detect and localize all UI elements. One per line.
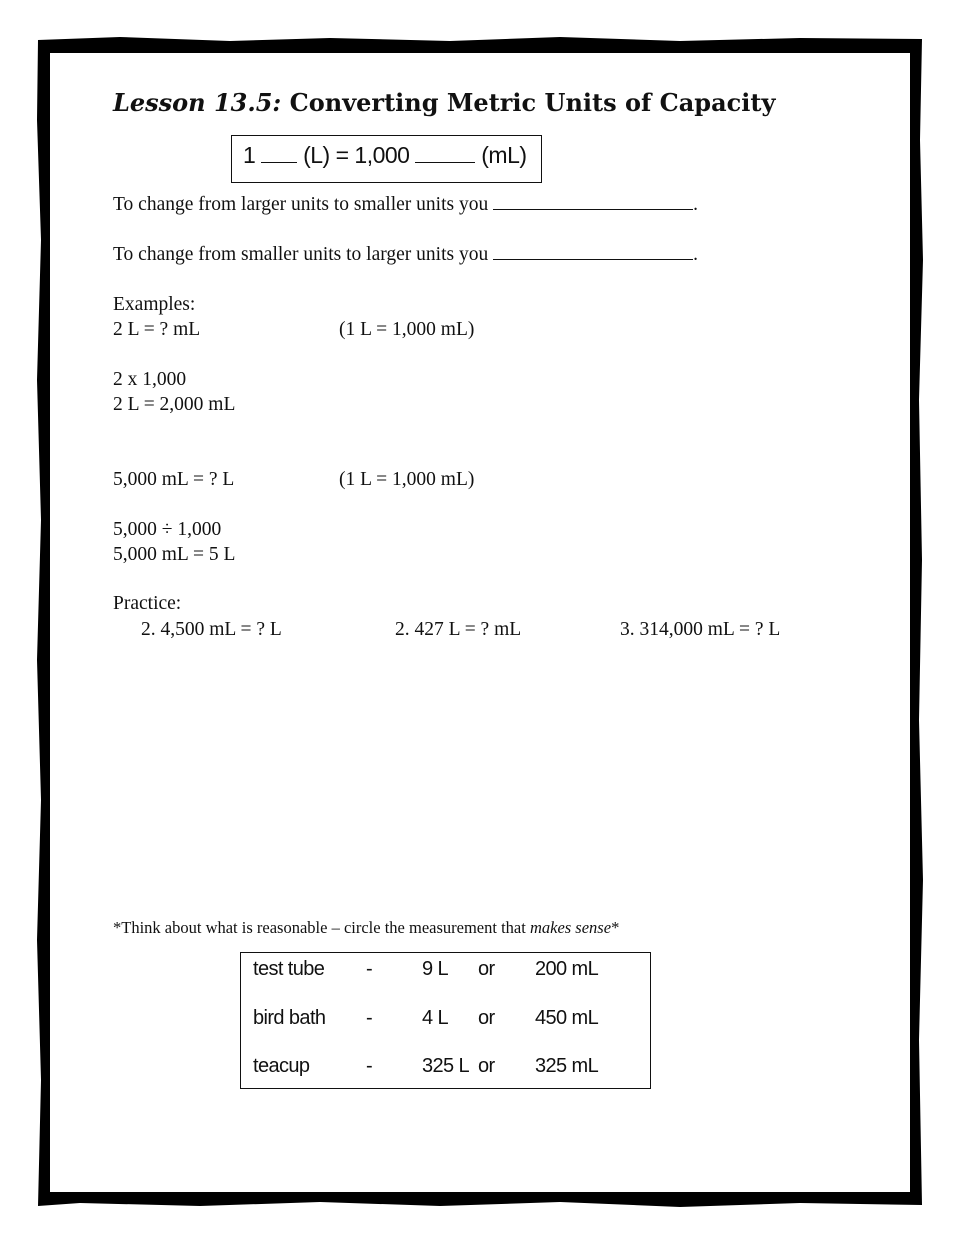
table-row-item: bird bath [253, 1007, 326, 1029]
page-title [113, 88, 775, 117]
example-2-work: 5,000 ÷ 1,000 [113, 519, 222, 540]
rule-blank [493, 259, 693, 260]
rule-text: To change from smaller units to larger units you [113, 244, 489, 265]
table-row-dash: - [366, 1055, 373, 1077]
table-row-option-b[interactable]: 325 mL [535, 1055, 599, 1077]
table-row-dash: - [366, 958, 373, 980]
rule-period: . [693, 194, 698, 215]
example-1-hint: (1 L = 1,000 mL) [339, 319, 475, 340]
table-row-or: or [478, 1055, 495, 1077]
milliliter-blank [415, 162, 475, 163]
lesson-number: Lesson 13.5: [113, 88, 282, 117]
lesson-title: Converting Metric Units of Capacity [281, 88, 776, 117]
rule-period: . [693, 244, 698, 265]
rule-text: To change from larger units to smaller units you [113, 194, 489, 215]
example-2-hint: (1 L = 1,000 mL) [339, 469, 475, 490]
table-row-item: test tube [253, 958, 325, 980]
table-row-option-a[interactable]: 325 L [422, 1055, 470, 1077]
practice-item-3: 3. 314,000 mL = ? L [620, 619, 781, 640]
table-row-option-b[interactable]: 450 mL [535, 1007, 599, 1029]
practice-item-2: 2. 427 L = ? mL [395, 619, 522, 640]
milliliter-unit: (mL) [481, 142, 527, 168]
definition-one: 1 [243, 142, 256, 168]
table-row-or: or [478, 958, 495, 980]
table-row-item: teacup [253, 1055, 310, 1077]
table-row-option-a[interactable]: 9 L [422, 958, 449, 980]
liter-unit: (L) [303, 142, 330, 168]
table-row-option-a[interactable]: 4 L [422, 1007, 449, 1029]
instruction-text: *Think about what is reasonable – circle the measurement that [113, 918, 530, 937]
practice-heading: Practice: [113, 593, 182, 614]
rule-larger-to-smaller [113, 194, 698, 216]
table-row-dash: - [366, 1007, 373, 1029]
example-1-answer: 2 L = 2,000 mL [113, 394, 236, 415]
example-1-work: 2 x 1,000 [113, 369, 187, 390]
instruction-emphasis: makes sense [529, 918, 612, 937]
practice-item-1: 2. 4,500 mL = ? L [141, 619, 282, 640]
example-2-answer: 5,000 mL = 5 L [113, 544, 236, 565]
definition-equals: = 1,000 [335, 142, 410, 168]
liter-blank [261, 162, 297, 163]
examples-heading: Examples: [113, 294, 196, 315]
rule-blank [493, 209, 693, 210]
example-1-problem: 2 L = ? mL [113, 319, 201, 340]
reasonable-instruction [113, 918, 619, 938]
table-row-option-b[interactable]: 200 mL [535, 958, 599, 980]
instruction-asterisk: * [611, 918, 620, 937]
rule-smaller-to-larger [113, 244, 698, 266]
example-2-problem: 5,000 mL = ? L [113, 469, 235, 490]
definition-text [243, 142, 527, 169]
table-row-or: or [478, 1007, 495, 1029]
